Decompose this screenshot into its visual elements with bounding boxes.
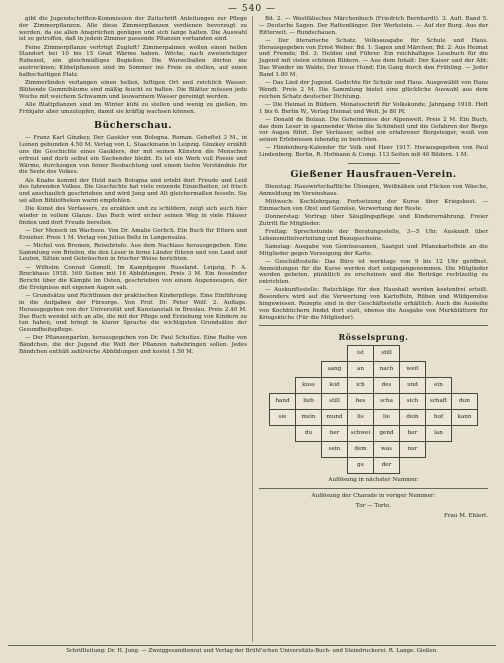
puzzle-cell: nur: [400, 442, 426, 458]
puzzle-cell: ein: [426, 378, 452, 394]
right-paragraph-3: — Das Lied der Jugend. Gedichte für Schule und Haus. Ausgewählt von Hans Wendt. Preis 2 M. Die Sammlung bietet eine glückliche Auswahl aus dem reichen Schatz deutscher Dichtung.: [259, 79, 488, 100]
event-3: Donnerstag: Vortrag über Säuglingspflege und Kinderernährung. Freier Zutritt für Mitglieder.: [259, 213, 488, 227]
puzzle-cell: ich: [348, 378, 374, 394]
solution-title: Auflösung der Charade in voriger Nummer:: [311, 493, 436, 500]
puzzle-empty-cell: [452, 362, 478, 378]
left-column: [19, 16, 247, 357]
book-review-1: — Franz Karl Ginzkey, Der Gaukler von Bologna. Roman. Geheftet 3 M., in Leinen gebunden 4.50 M. Verlag von L. Staackmann in Leipzig. Ginzkey erzählt uns die Geschichte eines Gauklers, der mit seinen Künsten die Menschen erfreut und doch selbst ein Suchender bleibt. Es ist ein Werk voll Poesie und Wärme, durchzogen von feiner Beobachtung und einem tiefen Verständnis für die Seele des Volkes.: [19, 135, 247, 176]
puzzle-empty-cell: [322, 346, 348, 362]
puzzle-row: [270, 458, 478, 474]
puzzle-cell: still: [322, 394, 348, 410]
event-5: Samstag: Ausgabe von Gemüsesamen, Saatgut und Pflanzkartoffeln an die Mitglieder gegen Vorzeigung der Karte.: [259, 243, 488, 257]
puzzle-title: Rösselsprung.: [338, 332, 409, 343]
imprint-footer: Schriftleitung: Dr. H. Jung. — Zweiggesandtenrat und Verlag der Brühl'schen Universitäts-Buch- und Steindruckerei. R. Lange. Gießen.: [8, 645, 496, 655]
puzzle-row: [270, 378, 478, 394]
puzzle-empty-cell: [270, 458, 296, 474]
puzzle-empty-cell: [270, 362, 296, 378]
book-review-6: — Der Pflanzengarten, herausgegeben von Dr. Paul Schultze. Eine Reihe von Bändchen, die der Jugend die Welt der Pflanzen nahebringen sollen. Jedes Bändchen enthält zahlreiche Abbildungen und kostet 1.50 M.: [19, 335, 247, 355]
book-review-3: — Michel von Bremen, Reisebriefe. Aus dem Nachlass herausgegeben. Eine Sammlung von Briefen, die den Leser in ferne Länder führen und von Land und Leuten, Sitten und Gebräuchen in frischer Weise berichten.: [19, 242, 247, 263]
puzzle-cell: dein: [400, 410, 426, 426]
left-intro-paragraph-1: gibt die Jugendschriften-Kommission der Zeitschrift Anleitungen zur Pflege der Zimmerpflanzen. Alle diese Zimmerpflanzen verdienen bevorzugt zu werden, da sie allen Ansprüchen genügen und sich lange halten. Die Auswahl ist so getroffen, daß in jedem Zimmer passende Pflanzen vorhanden sind.: [19, 16, 247, 43]
event-2: Mittwoch: Kochlehrgang. Fortsetzung der Kurse über Kriegskost. — Einmachen von Obst und Gemüse, Verwertung der Reste.: [259, 198, 488, 212]
book-review-5: — Grundsätze und Richtlinien der praktischen Kinderpflege. Eine Einführung in die Aufgaben der Fürsorge. Von Prof. Dr. Peter Wolf. 2. Auflage. Herausgegeben von der Universität und Kunstanstalt in Breslau. Preis 2.40 M. Das Buch wendet sich an alle, die mit der Pflege und Erziehung von Kindern zu tun haben, und bringt in klarer Sprache die wichtigsten Grundsätze der Gesundheitspflege.: [19, 293, 247, 334]
puzzle-cell: nach: [374, 362, 400, 378]
puzzle-cell: ge: [348, 458, 374, 474]
puzzle-empty-cell: [426, 346, 452, 362]
puzzle-cell: bes: [348, 394, 374, 410]
puzzle-empty-cell: [270, 442, 296, 458]
right-paragraph-2: — Der literarische Schatz. Volksausgabe für Schule und Haus. Herausgegeben von Ernst Weber. Bd. 1: Sagen und Märchen; Bd. 2: Aus Heimat und Fremde; Bd. 3: Helden und Führer. Ein reichhaltiges Lesebuch für die Jugend mit vielen schönen Bildern. — Aus dem Inhalt: Der Kaiser und der Abt; Das Wunder im Walde; Der treue Hund; Ein Gang durch den Frühling. — Jeder Band 1.80 M.: [259, 37, 488, 78]
puzzle-cell: kann: [452, 410, 478, 426]
separator: [348, 163, 400, 164]
puzzle-empty-cell: [270, 378, 296, 394]
right-column: [259, 16, 488, 520]
puzzle-cell: dem: [348, 442, 374, 458]
puzzle-cell: still: [374, 346, 400, 362]
page-number: — 540 —: [228, 4, 276, 14]
event-1: Dienstag: Hauswirtschaftliche Übungen, Weißnähen und Flicken von Wäsche, Anmeldung im Vereinshaus.: [259, 183, 488, 197]
puzzle-cell: her: [322, 426, 348, 442]
section-title-books: Bücherschau.: [94, 120, 172, 132]
puzzle-empty-cell: [452, 346, 478, 362]
puzzle-cell: des: [374, 378, 400, 394]
puzzle-cell: sein: [322, 442, 348, 458]
left-intro-paragraph-4: Alle Blattpflanzen sind im Winter kühl zu stellen und wenig zu gießen, im Frühjahr aber umzutopfen, damit sie kräftig wachsen können.: [19, 101, 247, 115]
puzzle-cell: ist: [348, 346, 374, 362]
right-paragraph-1: Bd. 2. — Westfälisches Märchenbuch (Friedrich Bernhardt). 3. Aufl. Band 5. — Deutsche Sagen. Der Rattenfänger. Der Werkstein. — Auf der Burg. Aus der Ritterzeit. — Rundschauen.: [259, 16, 488, 36]
column-divider: [252, 16, 253, 642]
puzzle-cell: mein: [296, 410, 322, 426]
puzzle-empty-cell: [270, 346, 296, 362]
puzzle-cell: lis: [348, 410, 374, 426]
book-review-1-cont2: Die Kunst des Verfassers, zu erzählen und zu schildern, zeigt sich auch hier wieder in vollem Glanze. Das Buch wird sicher seinen Weg in viele Häuser finden und dort Freude bereiten.: [19, 206, 247, 226]
puzzle-cell: hof: [426, 410, 452, 426]
puzzle-cell: lieb: [296, 394, 322, 410]
puzzle-row: [270, 394, 478, 410]
puzzle-cell: und: [400, 378, 426, 394]
puzzle-cell: sang: [322, 362, 348, 378]
puzzle-cell: sie: [270, 410, 296, 426]
puzzle-empty-cell: [296, 362, 322, 378]
puzzle-cell: gend: [374, 426, 400, 442]
puzzle-empty-cell: [296, 442, 322, 458]
puzzle-cell: mund: [322, 410, 348, 426]
notice-2: — Auskunftsstelle: Ratschläge für den Haushalt werden kostenfrei erteilt. Besonders wird auf die Verwertung von Kartoffeln, Rüben und Wildgemüse hingewiesen. Rezepte sind in der Geschäftsstelle erhältlich. Auch die Ausleihe von Kochbüchern findet dort statt, ebenso die Ausgabe von Merkblättern für Kriegsküche (Für die Mitglieder).: [259, 287, 488, 321]
puzzle-empty-cell: [296, 346, 322, 362]
puzzle-cell: dun: [452, 394, 478, 410]
puzzle-row: [270, 442, 478, 458]
puzzle-cell: schaft: [426, 394, 452, 410]
puzzle-grid: [269, 345, 478, 474]
puzzle-cell: leid: [322, 378, 348, 394]
puzzle-empty-cell: [296, 458, 322, 474]
puzzle-cell: lan: [426, 426, 452, 442]
separator-full: [259, 325, 488, 326]
puzzle-row: [270, 346, 478, 362]
left-intro-paragraph-2: Feine Zimmerpflanze vertrügt Zugluft! Zimmerpalmen wollen einen hellen Standort bei 10 bis 15 Grad Wärme haben. Wöche, nach zweiwöchiger Ruhezeit, ein gleichmäßiges Begießen. Die Wurzelballen dürfen nie austrocknen; Kübelpflanzen sind im Sommer ins Freie zu stellen, auf einen halbschattigen Platz.: [19, 44, 247, 78]
left-intro-paragraph-3: Zimmerlinden verlangen einen hellen, luftigen Ort und reichlich Wasser. Blühende Gummibäume sind mäßig feucht zu halten. Die Blätter müssen jede Woche mit weichem Schwamm und lauwarmem Wasser gereinigt werden.: [19, 79, 247, 100]
puzzle-empty-cell: [426, 458, 452, 474]
section-title-hausfrauen: Gießener Hausfrauen-Verein.: [290, 168, 457, 180]
puzzle-cell: ber: [400, 426, 426, 442]
puzzle-empty-cell: [322, 458, 348, 474]
puzzle-empty-cell: [452, 426, 478, 442]
puzzle-empty-cell: [452, 458, 478, 474]
right-paragraph-5: — Donald de Bolzan. Die Geheimnisse der Alpenwelt. Preis 2 M. Ein Buch, das dem Leser in spannender Weise die Schönheit und die Gefahren der Berge vor Augen führt. Der Verfasser, selbst ein erfahrener Bergsteiger, weiß von seinen Erlebnissen lebendig zu berichten.: [259, 116, 488, 144]
puzzle-cell: schwei: [348, 426, 374, 442]
event-4: Freitag: Sprechstunde der Beratungsstelle, 3—5 Uhr. Auskunft über Lebensmittelverteilung und Bezugsscheine.: [259, 228, 488, 242]
right-paragraph-6: — Hindenburg-Kalender für Volk und Heer 1917. Herausgegeben von Paul Lindenberg. Berlin, R. Hofmann & Comp. 113 Seiten mit 40 Bildern. 1 M.: [259, 145, 488, 159]
puzzle-row: [270, 410, 478, 426]
separator-full-2: [259, 488, 488, 489]
puzzle-empty-cell: [426, 362, 452, 378]
puzzle-empty-cell: [400, 458, 426, 474]
puzzle-cell: was: [374, 442, 400, 458]
book-review-2: — Der Mensch im Wachsen. Von Dr. Amalie Gerlich. Ein Buch für Eltern und Erzieher. Preis 1 M. Verlag von Julius Beltz in Langensalza.: [19, 227, 247, 241]
puzzle-cell: der: [374, 458, 400, 474]
puzzle-row: [270, 362, 478, 378]
right-paragraph-4: — Die Heimat in Bildern. Monatsschrift für Volkskunde. Jahrgang 1918. Heft 1 bis 6. Berlin W., Verlag Heimat und Welt. Je 80 Pf.: [259, 101, 488, 115]
puzzle-cell: kuss: [296, 378, 322, 394]
puzzle-cell: lie: [374, 410, 400, 426]
puzzle-row: [270, 426, 478, 442]
puzzle-empty-cell: [452, 378, 478, 394]
puzzle-caption: Auflösung in nächster Nummer.: [328, 477, 419, 484]
puzzle-cell: sich: [400, 394, 426, 410]
puzzle-empty-cell: [270, 426, 296, 442]
puzzle-cell: an: [348, 362, 374, 378]
puzzle-empty-cell: [452, 442, 478, 458]
solution-text: Tor — Torte.: [355, 502, 392, 509]
puzzle-empty-cell: [426, 442, 452, 458]
notice-1: — Geschäftsstelle: Das Büro ist werktags von 9 bis 12 Uhr geöffnet. Anmeldungen für die Kurse werden dort entgegengenommen. Die Mitglieder werden gebeten, pünktlich zu erscheinen und die Beiträge rechtzeitig zu entrichten.: [259, 258, 488, 286]
puzzle-cell: du: [296, 426, 322, 442]
puzzle-cell: weit: [400, 362, 426, 378]
book-review-4: — Wilhelm Conrad Gomoll, Im Kampfgegen Russland. Leipzig, F. A. Brockhaus 1918. 160 Seiten mit 16 Abbildungen. Preis 3 M. Ein fesselnder Bericht über die Kämpfe im Osten, geschrieben von einem Augenzeugen, der die Ereignisse mit eigenen Augen sah.: [19, 264, 247, 292]
solution-signature: Frau M. Ehlert.: [443, 512, 488, 519]
puzzle-empty-cell: [400, 346, 426, 362]
book-review-1-cont: Als Knabe kommt der Held nach Bologna und erlebt dort Freude und Leid des fahrenden Volkes. Die Geschichte hat viele reizende Einzelheiten, ist frisch und anschaulich geschrieben und wird Jung und Alt gleichermaßen fesseln. Sie sei allen Bibliotheken warm empfohlen.: [19, 177, 247, 204]
puzzle-cell: scha: [374, 394, 400, 410]
puzzle-cell: hand: [270, 394, 296, 410]
